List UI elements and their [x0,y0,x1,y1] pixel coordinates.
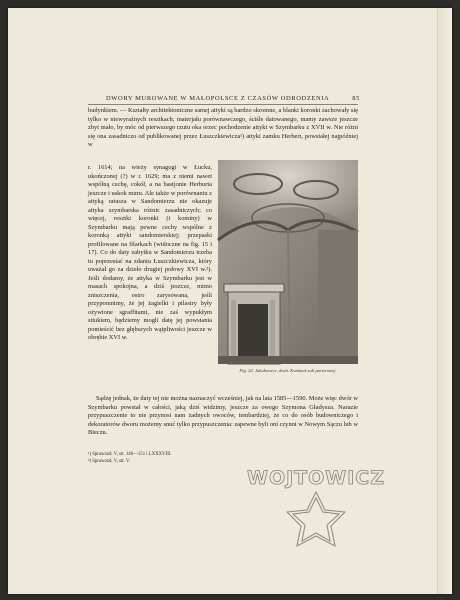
figure-caption: Fig. 22. Jakubowice, dwór. Kominek sali parterowej. [239,368,337,373]
paragraph: Sądzę jednak, że daty tej nie można naznaczyć wcześniej, jak na lata 1585—1590. Może więc dwór w Szymbarku powstał w całości, jaką dziś widzimy, jeszcze za owego Szymona Gładysza. Narazie przypuszczenie to nie przynosi nam żadnych owoców, tembardziej, że co do osób budowniczego i dekoratorów dworu możemy snuć tylko przypuszczenia: zapewne byli oni czynni w Nowym Sączu lub w Bieczu. [88,395,358,436]
fireplace-photo [218,160,358,364]
body-text-column [88,164,212,343]
stamp-graphic [246,462,386,548]
footnote: ²) Sprawozd. V, str. V. [88,459,130,464]
watermark-stamp [246,462,386,548]
running-title: DWORY MUROWANE W MAŁOPOLSCE Z CZASÓW ODRODZENIA [106,95,330,102]
footnote: ¹) Sprawozd. V, str. 146—151 i LXXXVIII. [88,452,172,457]
figure-photo [218,160,358,364]
paragraph: r. 1614; na wieży synagogi w Łucku, ukończonej (?) w r. 1629; ma z niemi nawet wspólną cechę, cokół, a na bastjonie Herburta jeszcze i uskok muru. Ale także w porównaniu z attyką ratusza w Sandomierzu nie okazuje attyka szymbarska różnic zasadniczych; co więcej, resztki koronki (i kominy) w Szymbarku mają pewne cechy wspólne z koronką attyki sandomierskiej; przepaski profilowane na filarkach (widoczne na fig. 15 i 17). Co do daty zabytku w Sandomierzu trzeba tu poprzestać na zdaniu Łuszczkiewicza, który uważał go za dzieło drugiej połowy XVI w.²). Jeśli dodamy, że attyka w Szymbarku jest w masach spokojna, a dziś jeszcze, mimo zniszczenia, ostro zarysowana, jeśli przypomnimy, że jej żagielki i pilastry były ożywione sgraffitami, nie zaś wypukłym stiukiem, będziemy mogli datę jej powstania pomieścić bez głębszych wątpliwości jeszcze w obrębie XVI w. [88,164,212,341]
body-text-bottom [88,395,358,438]
paragraph: budynkiem. — Kształty architektoniczne samej attyki są bardzo skromne, a blanki koronki zachowały się tylko w niewyraźnych resztkach; materjału porównawczego, ściśle datowanego, mamy zawsze jeszcze zbyt mało, by móc od pierwszego rzutu oka orzec pochodzenie attyki w Szymbarku z XVII w. Nie różni się ona zasadniczo od publikowanej przez Łuszczkiewicza¹) attyki zamku Herbert, powstałej najpóźniej w [88,107,358,148]
page-number: 85 [352,95,360,102]
header-rule [88,104,358,105]
stamp-text: WOJTOWICZ [246,467,386,489]
footnotes [88,451,268,465]
page-edge [437,8,452,594]
body-text-top [88,107,358,150]
